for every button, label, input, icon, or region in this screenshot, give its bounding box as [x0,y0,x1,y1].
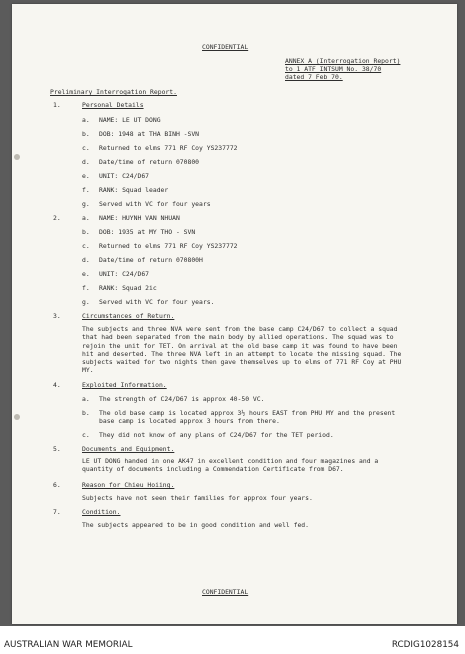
s4-item-letter: c. [82,431,90,439]
s2-item-letter: a. [82,214,90,222]
s4-item-text: They did not know of any plans of C24/D67 for the TET period. [99,431,334,439]
section-7-heading: Condition. [82,508,121,516]
s1-item-text: Returned to elms 771 RF Coy YS237772 [99,144,238,152]
section-7-text: The subjects appeared to be in good condition and well fed. [82,521,310,529]
s1-item-text: DOB: 1948 at THA BINH -SVN [99,130,200,138]
s1-item-letter: c. [82,144,90,152]
archive-id: RCDIG1028154 [391,640,459,650]
section-2-number: 2. [53,214,61,222]
annex-line-2: to 1 ATF INTSUM No. 38/70 [285,65,382,73]
s1-item-text: NAME: LE UT DONG [99,116,161,124]
section-3-heading: Circumstances of Return. [82,312,175,320]
section-7-number: 7. [53,508,61,516]
s1-item-text: RANK: Squad leader [99,186,169,194]
classification-top: CONFIDENTIAL [202,43,249,51]
s2-item-text: Served with VC for four years. [99,298,215,306]
s4-item-text: The old base camp is located approx 3½ hours EAST from PHU MY and the present base camp is located approx 3 hours from there. [99,409,396,426]
s4-item-letter: b. [82,409,90,417]
classification-bottom: CONFIDENTIAL [202,588,249,596]
s2-item-letter: d. [82,256,90,264]
section-6-text: Subjects have not seen their families for approx four years. [82,494,313,502]
s1-item-letter: e. [82,172,90,180]
section-1-number: 1. [53,101,61,109]
s4-item-letter: a. [82,395,90,403]
section-4-number: 4. [53,381,61,389]
s2-item-letter: g. [82,298,90,306]
annex-line-1: ANNEX A (Interrogation Report) [285,57,401,65]
s1-item-letter: d. [82,158,90,166]
s2-item-letter: f. [82,284,90,292]
archive-name: AUSTRALIAN WAR MEMORIAL [4,640,133,650]
section-6-heading: Reason for Chieu Hoiing. [82,481,175,489]
section-1-heading: Personal Details [82,101,144,109]
s1-item-letter: g. [82,200,90,208]
s4-item-text: The strength of C24/D67 is approx 40-50 VC. [99,395,265,403]
s2-item-letter: e. [82,270,90,278]
s1-item-text: Date/time of return 070800 [99,158,200,166]
s1-item-letter: f. [82,186,90,194]
section-6-number: 6. [53,481,61,489]
report-title: Preliminary Interrogation Report. [50,88,177,96]
section-4-heading: Exploited Information. [82,381,167,389]
section-3-number: 3. [53,312,61,320]
section-3-text: The subjects and three NVA were sent from the base camp C24/D67 to collect a squad that had been separated from the main body by allied operations. The squad was to rejoin the unit for TET. On arrival at the old base camp it was found to have been hit and deserted. The three NVA left in an attempt to locate the missing squad. The subjects waited for two nights then gave themselves up to elms of 771 RF Coy at PHU MY. [82,325,402,375]
s2-item-text: Returned to elms 771 RF Coy YS237772 [99,242,238,250]
s1-item-text: Served with VC for four years [99,200,211,208]
s2-item-letter: b. [82,228,90,236]
s2-item-text: RANK: Squad 2ic [99,284,157,292]
section-5-heading: Documents and Equipment. [82,445,175,453]
s1-item-text: UNIT: C24/D67 [99,172,150,180]
section-5-number: 5. [53,445,61,453]
s2-item-text: DOB: 1935 at MY THO - SVN [99,228,196,236]
document-page [12,4,457,624]
s2-item-letter: c. [82,242,90,250]
annex-line-3: dated 7 Feb 70. [285,73,343,81]
s1-item-letter: b. [82,130,90,138]
s2-item-text: UNIT: C24/D67 [99,270,150,278]
s1-item-letter: a. [82,116,90,124]
section-5-text: LE UT DONG handed in one AK47 in excellent condition and four magazines and a quantity of documents including a Commendation Certificate from D67. [82,457,379,474]
archive-footer [0,626,465,654]
s2-item-text: Date/time of return 070800H [99,256,203,264]
s2-item-text: NAME: HUYNH VAN NHUAN [99,214,180,222]
